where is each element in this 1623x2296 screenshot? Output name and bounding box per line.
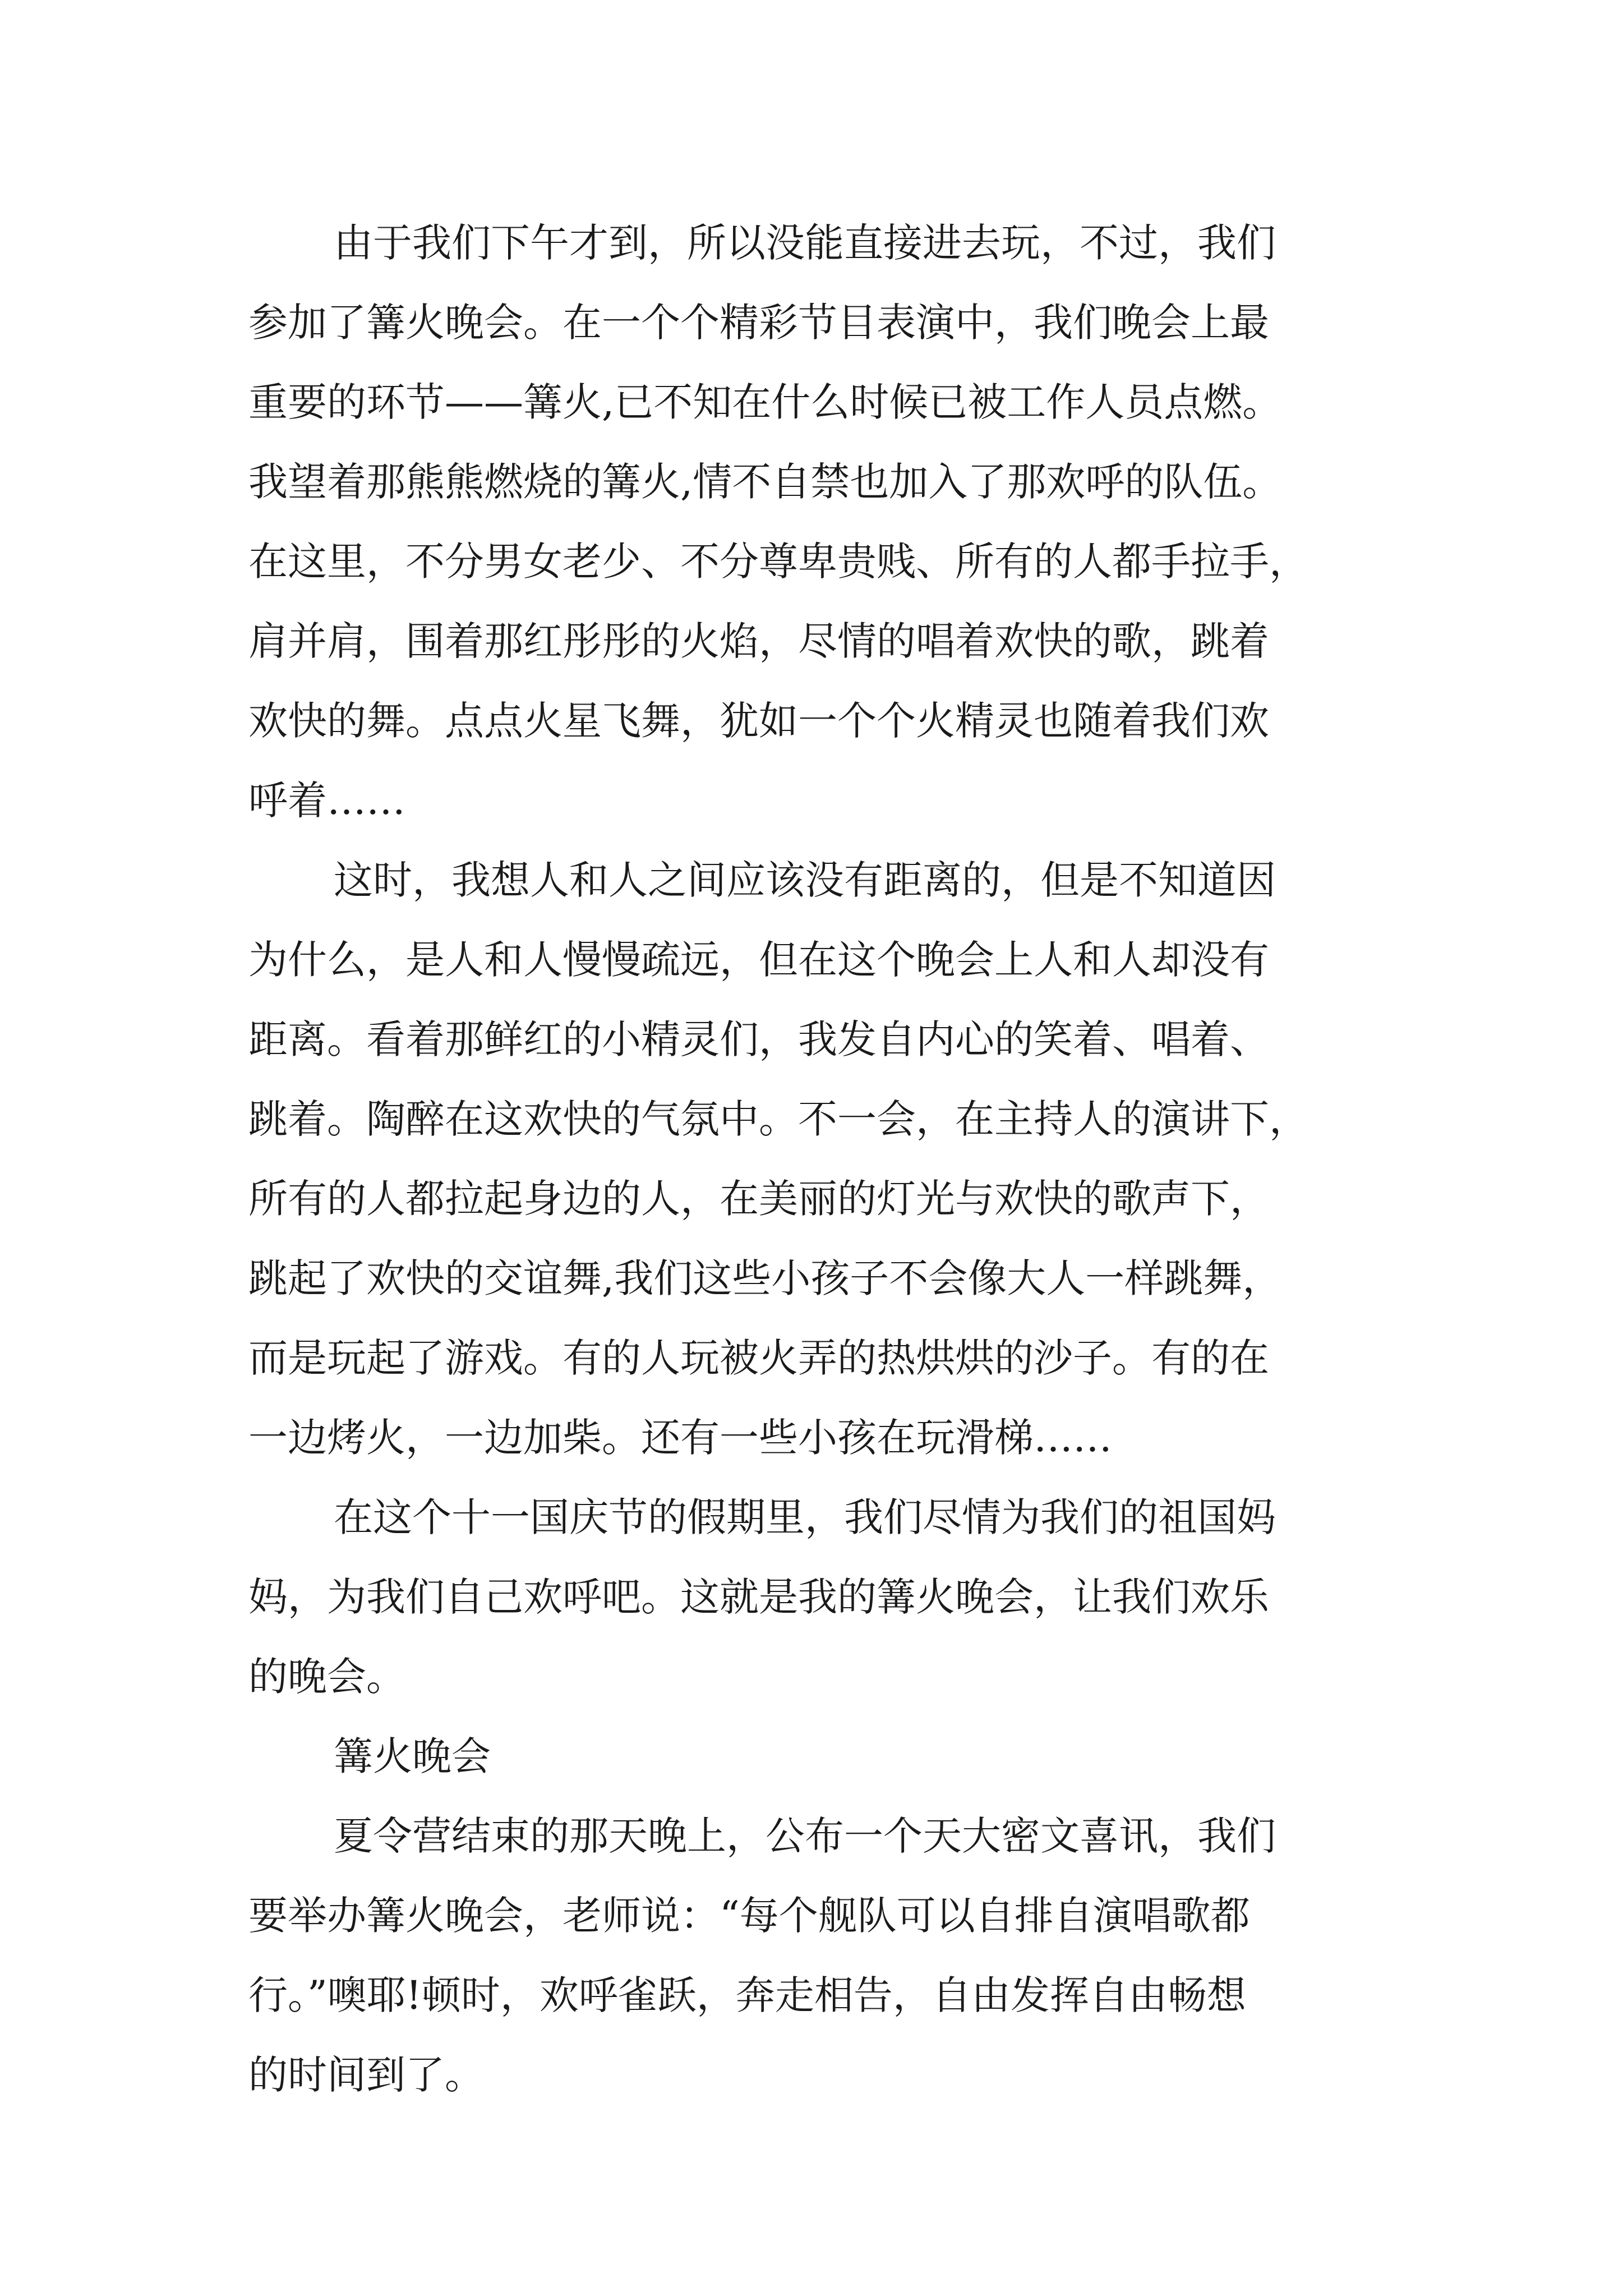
text-line-3: 重要的环节——篝火,已不知在什么时候已被工作人员点燃。: [248, 379, 1282, 425]
text-line-5: 在这里，不分男女老少、不分尊卑贵贱、所有的人都手拉手，: [248, 539, 1308, 585]
text-line-18: 妈，为我们自己欢呼吧。这就是我的篝火晚会，让我们欢乐: [248, 1574, 1269, 1620]
text-line-4: 我望着那熊熊燃烧的篝火,情不自禁也加入了那欢呼的队伍。: [248, 459, 1282, 505]
text-line-24: 的时间到了。: [248, 2052, 484, 2098]
text-line-9: 这时，我想人和人之间应该没有距离的，但是不知道因: [334, 857, 1276, 903]
text-line-10: 为什么，是人和人慢慢疏远，但在这个晚会上人和人却没有: [248, 937, 1269, 983]
text-line-14: 跳起了欢快的交谊舞,我们这些小孩子不会像大人一样跳舞，: [248, 1255, 1282, 1301]
text-line-6: 肩并肩，围着那红彤彤的火焰，尽情的唱着欢快的歌，跳着: [248, 618, 1269, 664]
text-line-7: 欢快的舞。点点火星飞舞，犹如一个个火精灵也随着我们欢: [248, 698, 1269, 744]
text-line-11: 距离。看着那鲜红的小精灵们，我发自内心的笑着、唱着、: [248, 1016, 1269, 1062]
text-line-19: 的晚会。: [248, 1654, 405, 1700]
text-line-17: 在这个十一国庆节的假期里，我们尽情为我们的祖国妈: [334, 1494, 1276, 1540]
text-line-23: 行。”噢耶!顿时，欢呼雀跃，奔走相告，自由发挥自由畅想: [248, 1972, 1246, 2018]
text-line-16: 一边烤火，一边加柴。还有一些小孩在玩滑梯……: [248, 1415, 1112, 1461]
text-line-2: 参加了篝火晚会。在一个个精彩节目表演中，我们晚会上最: [248, 300, 1269, 346]
text-line-12: 跳着。陶醉在这欢快的气氛中。不一会，在主持人的演讲下，: [248, 1096, 1308, 1142]
text-line-22: 要举办篝火晚会，老师说：“每个舰队可以自排自演唱歌都: [248, 1893, 1250, 1939]
text-line-15: 而是玩起了游戏。有的人玩被火弄的热烘烘的沙子。有的在: [248, 1335, 1269, 1381]
section-title: 篝火晚会: [334, 1733, 491, 1779]
text-line-1: 由于我们下午才到，所以没能直接进去玩，不过，我们: [334, 220, 1276, 266]
text-line-21: 夏令营结束的那天晚上，公布一个天大密文喜讯，我们: [334, 1813, 1276, 1859]
text-line-13: 所有的人都拉起身边的人，在美丽的灯光与欢快的歌声下，: [248, 1176, 1269, 1222]
text-line-8: 呼着……: [248, 777, 405, 823]
